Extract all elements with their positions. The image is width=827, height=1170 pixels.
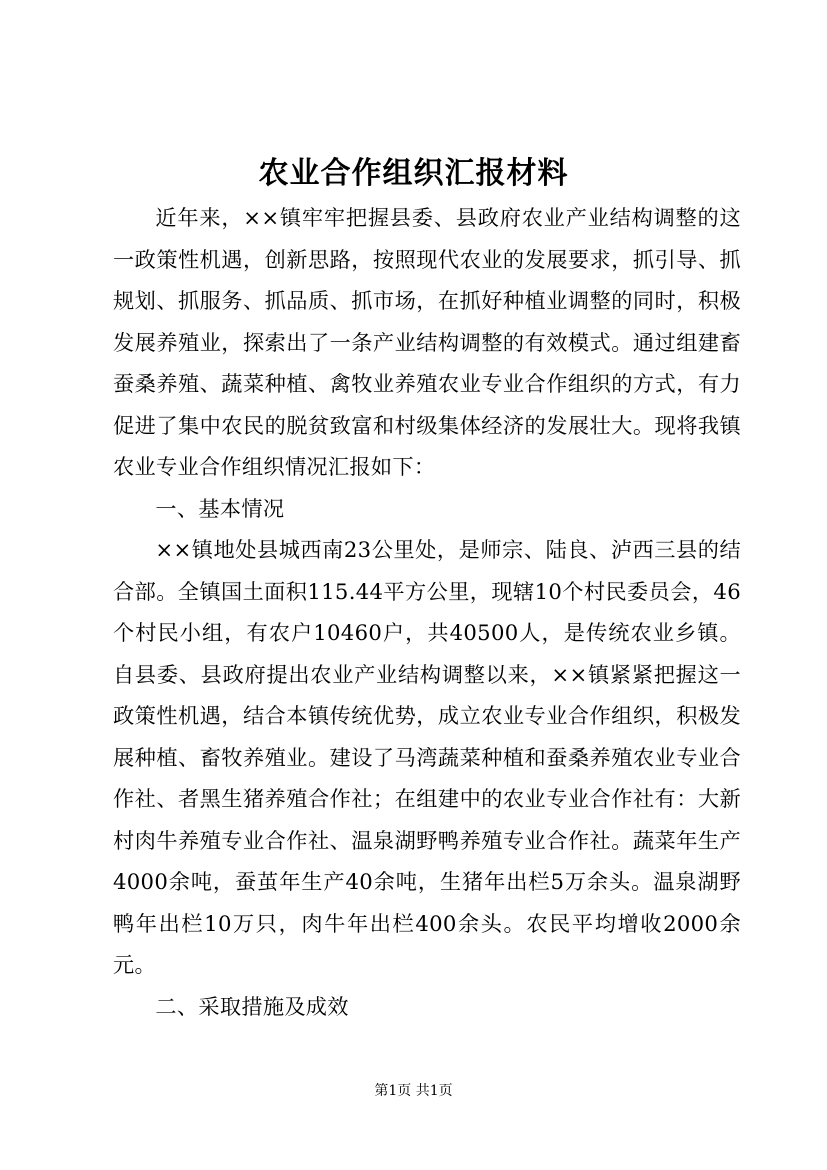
paragraph-basic-situation: ××镇地处县城西南23公里处，是师宗、陆良、泸西三县的结合部。全镇国土面积115.44平方公里，现辖10个村民委员会，46个村民小组，有农户10460户，共40500人，是传统农业乡镇。自县委、县政府提出农业产业结构调整以来，××镇紧紧把握这一政策性机遇，结合本镇传统优势，成立农业专业合作组织，积极发展种植、畜牧养殖业。建设了马湾蔬菜种植和蚕桑养殖农业专业合作社、者黑生猪养殖合作社；在组建中的农业专业合作社有：大新村肉牛养殖专业合作社、温泉湖野鸭养殖专业合作社。蔬菜年生产4000余吨，蚕茧年生产40余吨，生猪年出栏5万余头。温泉湖野鸭年出栏10万只，肉牛年出栏400余头。农民平均增收2000余元。 <box>113 537 741 977</box>
document-body <box>113 197 741 1027</box>
section-heading-basic-situation: 一、基本情况 <box>155 495 285 521</box>
paragraph-intro: 近年来，××镇牢牢把握县委、县政府农业产业结构调整的这一政策性机遇，创新思路，按照现代农业的发展要求，抓引导、抓规划、抓服务、抓品质、抓市场，在抓好种植业调整的同时，积极发展养殖业，探索出了一条产业结构调整的有效模式。通过组建畜蚕桑养殖、蔬菜种植、禽牧业养殖农业专业合作组织的方式，有力促进了集中农民的脱贫致富和村级集体经济的发展壮大。现将我镇农业专业合作组织情况汇报如下： <box>113 205 741 479</box>
document-title: 农业合作组织汇报材料 <box>258 156 569 191</box>
section-heading-measures: 二、采取措施及成效 <box>155 993 349 1019</box>
page-number-footer: 第1页 共1页 <box>374 1083 453 1099</box>
